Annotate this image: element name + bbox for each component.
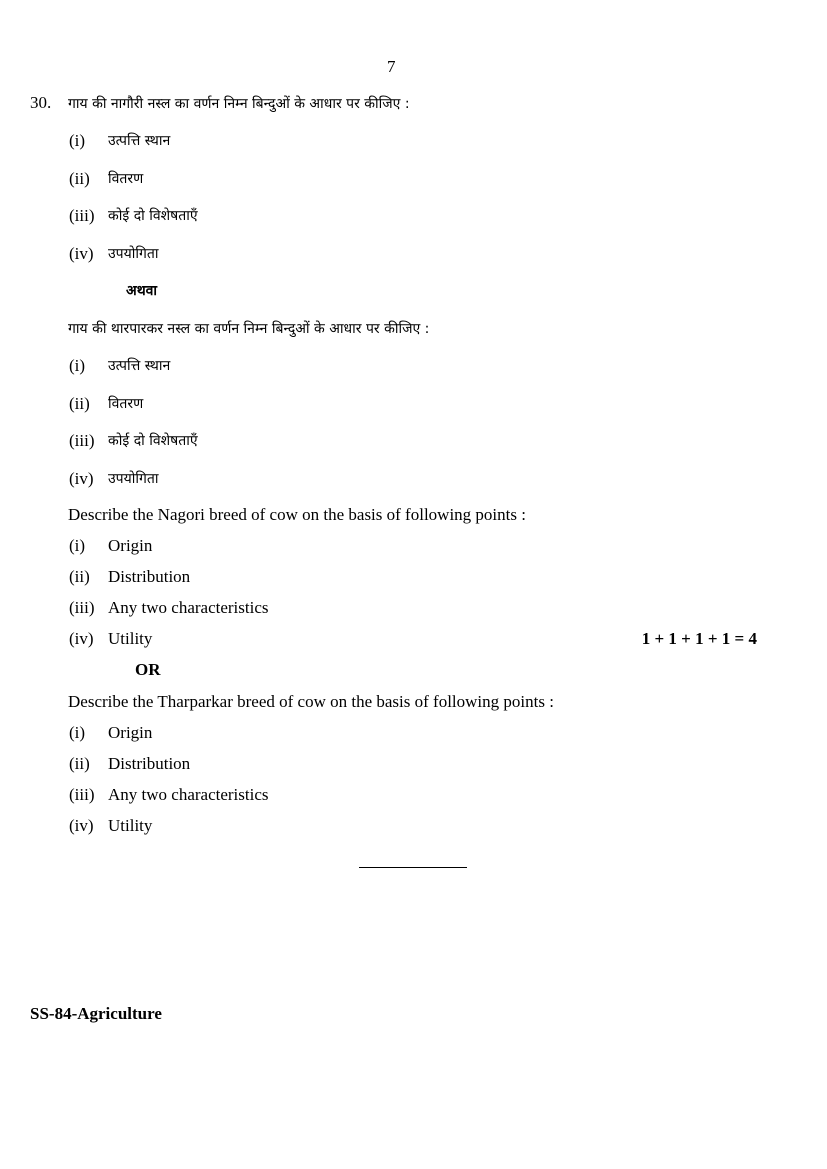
english-prompt-nagori: Describe the Nagori breed of cow on the basis of following points : bbox=[68, 505, 526, 524]
hindi-item-text: वितरण bbox=[108, 171, 144, 187]
english-item-label: (iv) bbox=[69, 816, 94, 835]
hindi-item-label: (iv) bbox=[69, 469, 94, 488]
hindi-or: अथवा bbox=[126, 283, 158, 299]
english-item-label: (i) bbox=[69, 536, 86, 555]
english-item-text: Any two characteristics bbox=[108, 785, 269, 804]
hindi-item-label: (ii) bbox=[69, 394, 90, 413]
hindi-item-label: (iii) bbox=[69, 206, 95, 225]
english-item-label: (i) bbox=[69, 723, 86, 742]
english-or: OR bbox=[135, 660, 161, 679]
english-item-text: Distribution bbox=[108, 567, 191, 586]
hindi-prompt-nagori: गाय की नागौरी नस्ल का वर्णन निम्न बिन्दुओं के आधार पर कीजिए : bbox=[68, 96, 410, 112]
hindi-item-text: कोई दो विशेषताएँ bbox=[108, 208, 198, 224]
english-item-text: Origin bbox=[108, 723, 153, 742]
question-number: 30. bbox=[30, 93, 52, 112]
english-item-text: Utility bbox=[108, 629, 153, 648]
hindi-prompt-tharparkar: गाय की थारपारकर नस्ल का वर्णन निम्न बिन्दुओं के आधार पर कीजिए : bbox=[68, 321, 430, 337]
end-divider bbox=[359, 867, 467, 868]
english-item-text: Any two characteristics bbox=[108, 598, 269, 617]
english-item-text: Utility bbox=[108, 816, 153, 835]
english-prompt-tharparkar: Describe the Tharparkar breed of cow on the basis of following points : bbox=[68, 692, 554, 711]
hindi-item-text: उपयोगिता bbox=[108, 246, 159, 262]
english-item-label: (ii) bbox=[69, 754, 90, 773]
hindi-item-text: उपयोगिता bbox=[108, 471, 159, 487]
hindi-item-text: उत्पत्ति स्थान bbox=[108, 133, 171, 149]
hindi-item-label: (i) bbox=[69, 131, 86, 150]
marks-allocation: 1 + 1 + 1 + 1 = 4 bbox=[641, 629, 757, 648]
english-item-label: (ii) bbox=[69, 567, 90, 586]
english-item-text: Origin bbox=[108, 536, 153, 555]
english-item-label: (iii) bbox=[69, 785, 95, 804]
hindi-item-text: वितरण bbox=[108, 396, 144, 412]
page-number: 7 bbox=[387, 57, 396, 76]
footer-code: SS-84-Agriculture bbox=[30, 1004, 162, 1023]
hindi-item-text: कोई दो विशेषताएँ bbox=[108, 433, 198, 449]
hindi-item-text: उत्पत्ति स्थान bbox=[108, 358, 171, 374]
english-item-label: (iv) bbox=[69, 629, 94, 648]
hindi-item-label: (ii) bbox=[69, 169, 90, 188]
hindi-item-label: (iii) bbox=[69, 431, 95, 450]
hindi-item-label: (i) bbox=[69, 356, 86, 375]
english-item-text: Distribution bbox=[108, 754, 191, 773]
english-item-label: (iii) bbox=[69, 598, 95, 617]
hindi-item-label: (iv) bbox=[69, 244, 94, 263]
